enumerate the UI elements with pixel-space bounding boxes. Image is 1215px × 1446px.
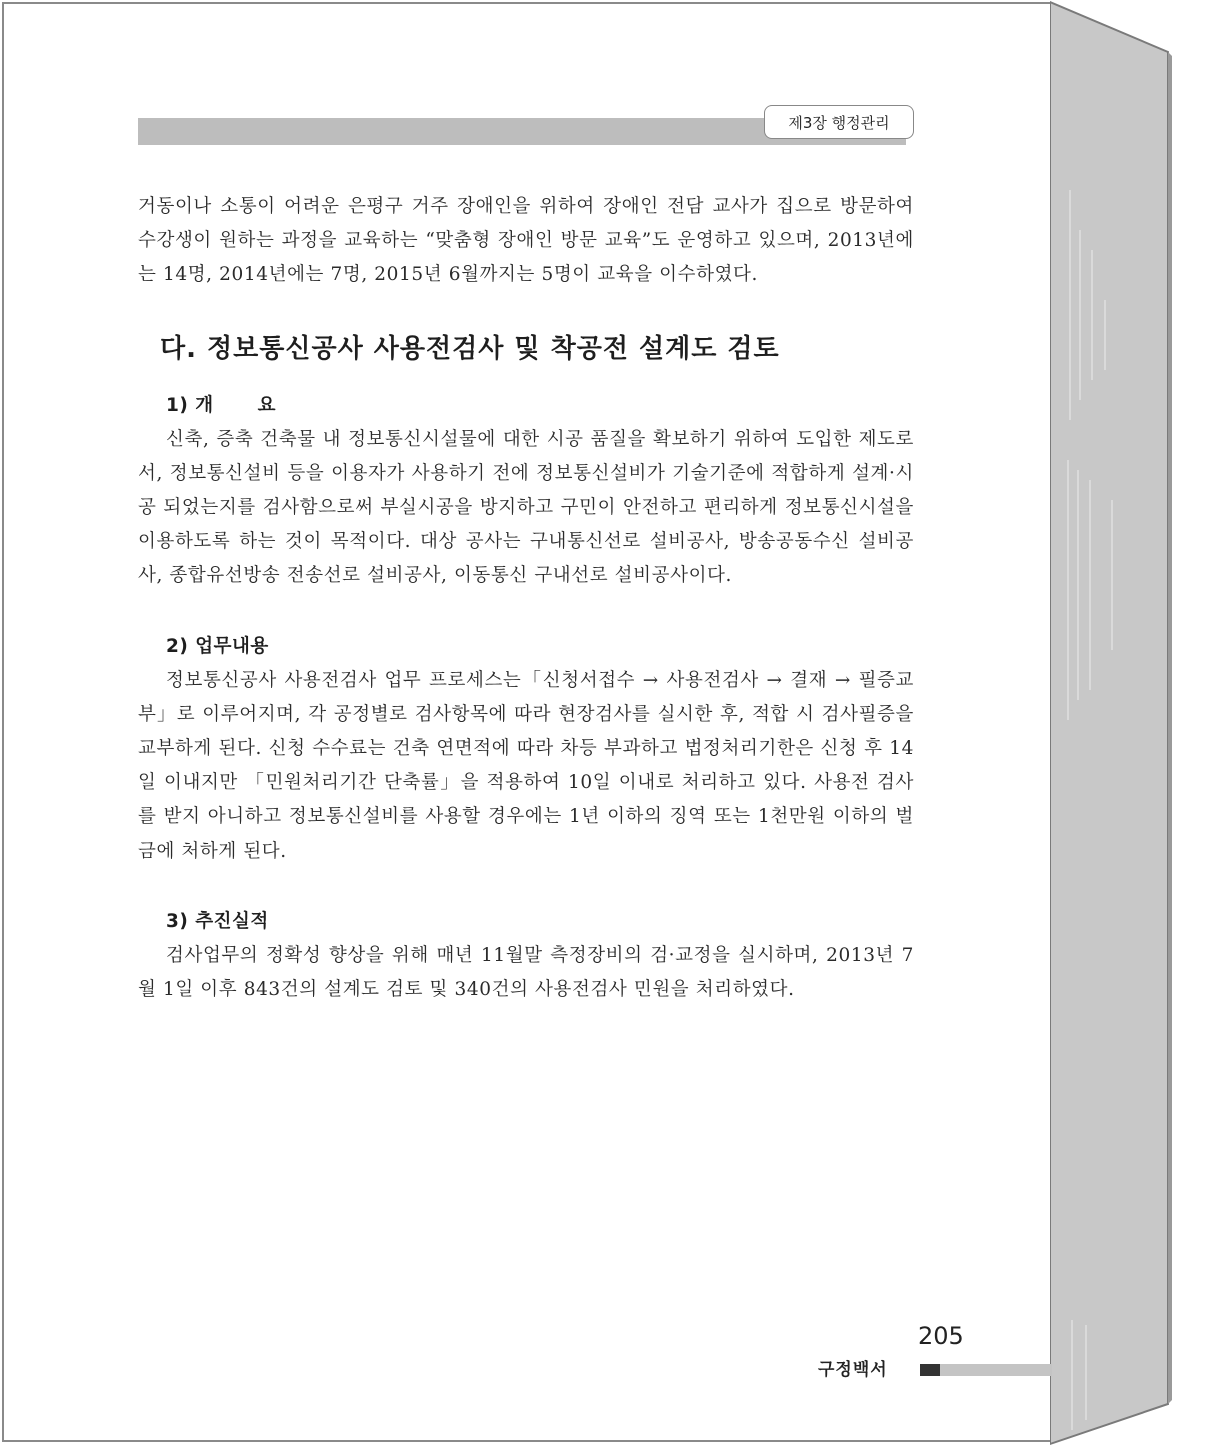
- tasks-paragraph: 정보통신공사 사용전검사 업무 프로세스는「신청서접수 → 사용전검사 → 결재 → 필증교부」로 이루어지며, 각 공정별로 검사항목에 따라 현장검사를 실시한 후, 적합 시 검사필증을 교부하게 된다. 신청 수수료는 건축 연면적에 따라 차등 부과하고 법정처리기한은 신청 후 14일 이내지만 「민원처리기간 단축률」을 적용하여 10일 이내로 처리하고 있다. 사용전 검사를 받지 아니하고 정보통신설비를 사용할 경우에는 1년 이하의 징역 또는 1천만원 이하의 벌금에 처하게 된다.: [138, 669, 914, 862]
- chapter-tab: 제3장 행정관리: [764, 105, 914, 139]
- page-content: [138, 190, 914, 1007]
- book-title: 구정백서: [818, 1360, 888, 1380]
- subsection-number: 1): [166, 394, 189, 416]
- footer-marker: [920, 1364, 940, 1376]
- subsection-heading-overview: [166, 389, 914, 423]
- subsection-title-part-a: 개: [195, 394, 214, 416]
- footer-bar: [940, 1364, 1052, 1376]
- subsection-heading-tasks: 2) 업무내용: [166, 635, 269, 657]
- book-page-edge: [1050, 0, 1215, 1446]
- overview-paragraph: 신축, 증축 건축물 내 정보통신시설물에 대한 시공 품질을 확보하기 위하여 도입한 제도로서, 정보통신설비 등을 이용자가 사용하기 전에 정보통신설비가 기술기준에 적합하게 설계·시공 되었는지를 검사함으로써 부실시공을 방지하고 구민이 안전하고 편리하게 정보통신시설을 이용하도록 하는 것이 목적이다. 대상 공사는 구내통신선로 설비공사, 방송공동수신 설비공사, 종합유선방송 전송선로 설비공사, 이동통신 구내선로 설비공사이다.: [138, 428, 914, 587]
- results-paragraph: 검사업무의 정확성 향상을 위해 매년 11월말 측정장비의 검·교정을 실시하며, 2013년 7월 1일 이후 843건의 설계도 검토 및 340건의 사용전검사 민원을 처리하였다.: [138, 944, 914, 1001]
- page-number: 205: [918, 1322, 964, 1350]
- section-heading: 다. 정보통신공사 사용전검사 및 착공전 설계도 검토: [160, 333, 780, 364]
- subsection-title-part-b: 요: [257, 394, 277, 416]
- subsection-heading-results: 3) 추진실적: [166, 910, 269, 932]
- intro-paragraph: 거동이나 소통이 어려운 은평구 거주 장애인을 위하여 장애인 전담 교사가 집으로 방문하여 수강생이 원하는 과정을 교육하는 “맞춤형 장애인 방문 교육”도 운영하고 있으며, 2013년에는 14명, 2014년에는 7명, 2015년 6월까지는 5명이 교육을 이수하였다.: [138, 196, 914, 286]
